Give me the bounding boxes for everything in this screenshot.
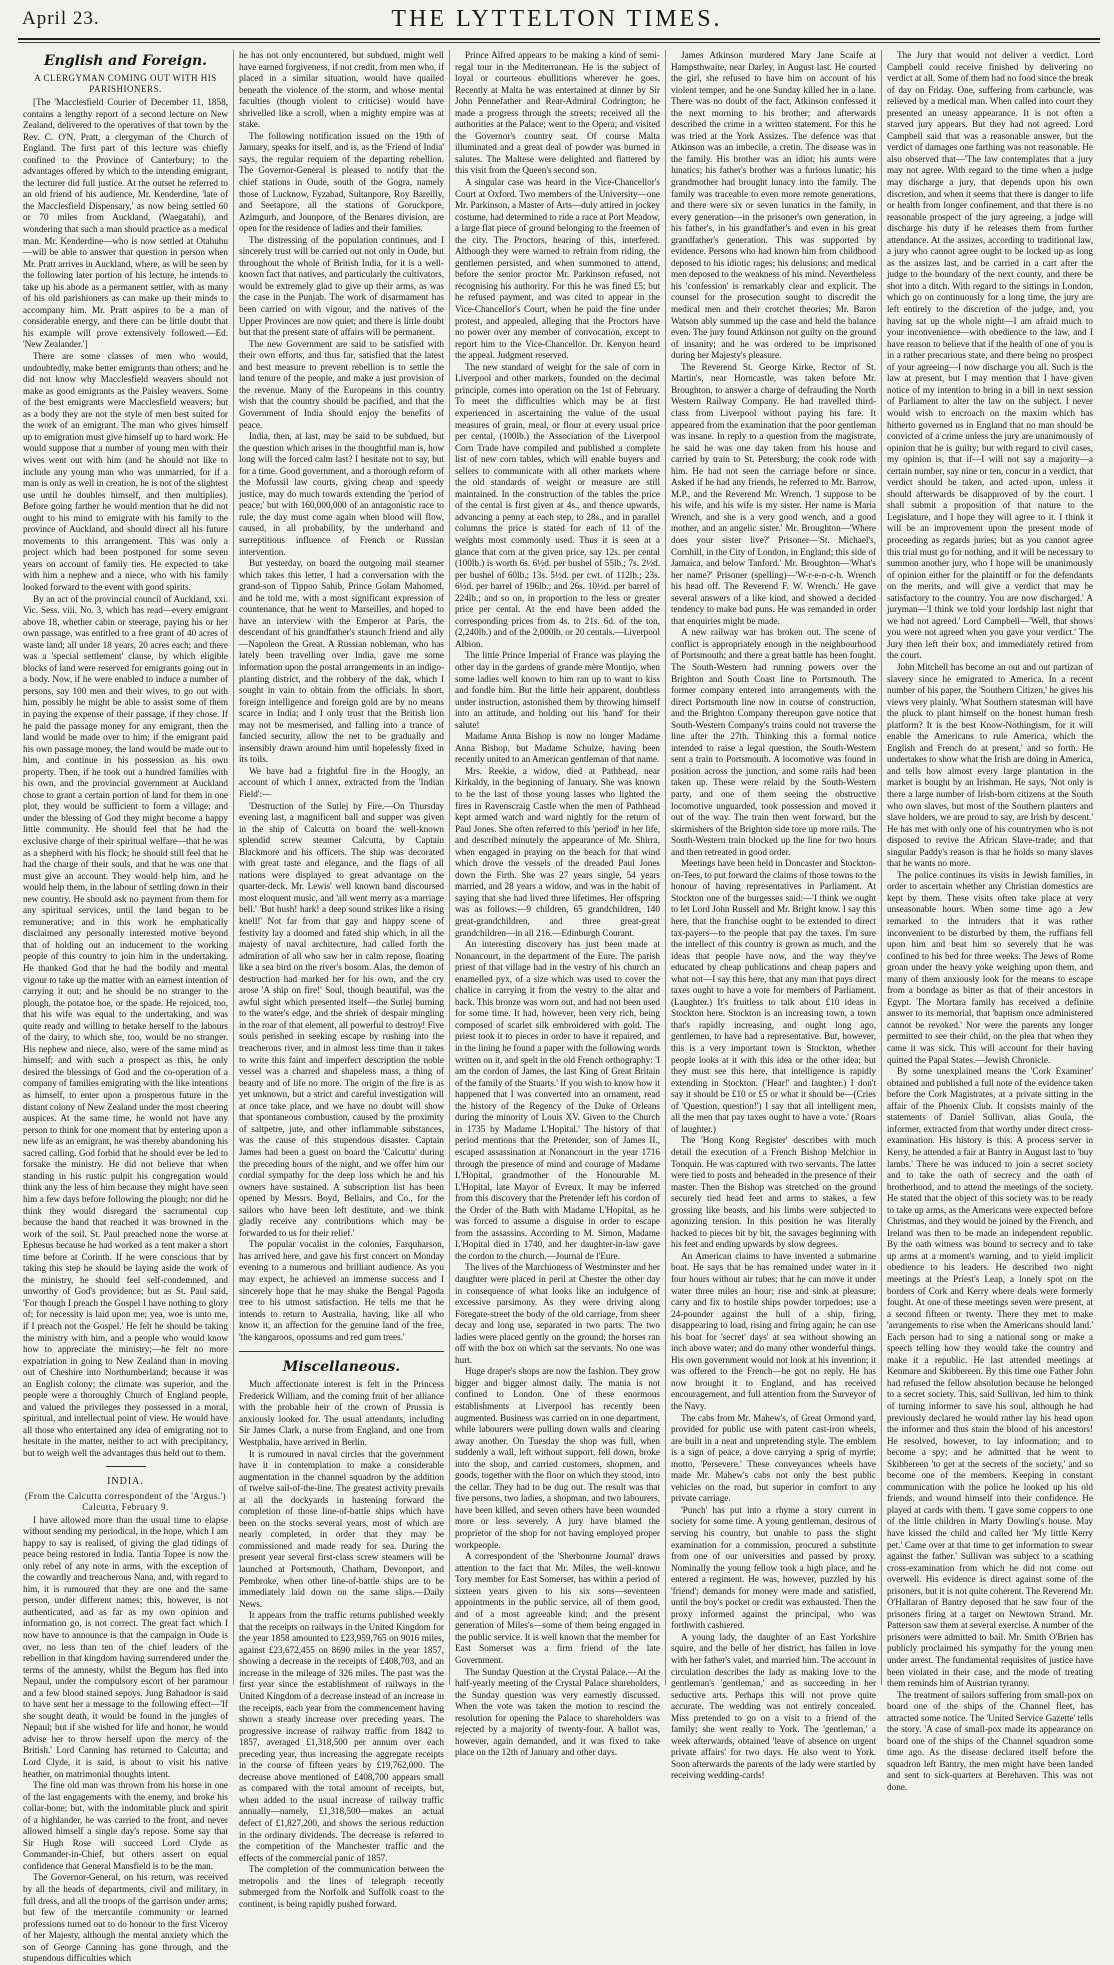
- article-paragraph: Prince Alfred appears to be making a kind of semi-regal tour in the Mediterranean. He is the subject of loyal or courteous ebullitions wherever he goes. Recently at Malta he was entertained at dinner by Sir John Pennefather and Rear-Admiral Codrington; he made a progress through the streets; received all the authorities at the Palace; went to the Opera; and visited the Governor's country seat. Of course Malta illuminated and a great deal of powder was burned in salutes. The Maltese were delighted and flattered by this visit from the Queen's second son.: [455, 50, 660, 176]
- column-4: [666, 50, 882, 1781]
- article-paragraph: An American claims to have invented a submarine boat. He says that he has remained under water in it four hours without air tubes; that he can move it under water three miles an hour; rise and sink at pleasure; carry and fix to hostile ships powder torpedoes; use a 24-pounder against the hull of a ship, firing, disappearing to load, rising and firing again; he can use his boat for 'secret' days' at sea without showing an inch above water; and do many other wonderful things. His own government would not look at his invention; it was offered to the French—he got no reply. He has now brought it to England, and has received encouragement, and full attention from the Surveyor of the Navy.: [671, 1250, 876, 1411]
- article-paragraph: The cabs from Mr. Mahew's, of Great Ormond yard, provided for public use with patent cast-iron wheels, are built in a neat and unpretending style. The emblem is a sign of peace, a dove carrying a sprig of myrtle; motto, 'Persevere.' These conveyances wheels have made Mr. Mahew's cabs not only the best public vehicles on the road, but superior in comfort to any private carriage.: [671, 1412, 876, 1504]
- article-paragraph: Much affectionate interest is felt in the Princess Frederick William, and the coming fruit of her alliance with the probable heir of the crown of Prussia is anxiously looked for. The usual attendants, including Sir James Clark, a nurse from England, and one from Westphalia, have arrived in Berlin.: [239, 1379, 444, 1447]
- article-paragraph: The police continues its visits in Jewish families, in order to ascertain whether any Christian domestics are kept by them. These visits often take place at very unseasonable hours. When some time ago a Jew remarked to the intruders that it was rather inconvenient to be disturbed by them, the ruffians fell upon him and beat him so severely that he was confined to his bed for three weeks. The Jews of Rome groan under the heavy yoke weighing upon them, and many of them anxiously look for the means to escape from a bondage as bitter as that of their ancestors in Egypt. The Mortara family has received a definite answer to its memorial, that 'baptism once administered cannot be revoked.' Nor were the parents any longer permitted to see their child, on the plea that when they came it was sick. This will account for their having quitted the Papal States.—Jewish Chronicle.: [887, 869, 1093, 1065]
- article-paragraph: Meetings have been held in Doncaster and Stockton-on-Tees, to put forward the claims of those towns to the honour of having representatives in Parliament. At Stockton one of the burgesses said:—'I think we ought to let Lord John Russell and Mr. Bright know. I say this here, that the franchise ought to be extended to direct tax-payers—to the people that pay the taxes. I'm sure the intellect of this country is grown as much, and the ideas that people have now, and the way they've educated by cheap publications and cheap papers and what not—I say this here, that any man that pays direct taxes ought to have a vote for members of Parliament. (Laughter.) It's fruitless to talk about £10 ideas in Stockton here. Stockton is an increasing town, a town that's rapidly increasing, and ought long ago, gentlemen, to have had a representative. But, however, this is a very important town is Stockton, whether people looks at it with this idea or the other idea; but they must see this here, that intelligence is rapidly extending in Stockton. ('Hear!' and laughter.) I don't say it should be £10 or £5 or what it should be—(Cries of 'Question, question!') I say that all intelligent men, all the men that pay taxes ought to have a vote.' (Roars of laughter.): [671, 858, 876, 1134]
- columns: [18, 50, 1100, 1964]
- article-paragraph: By some unexplained means the 'Cork Examiner' obtained and published a full note of the evidence taken before the Cork Magistrates, at a private sitting in the affair of the Phoenix Club. It consists mainly of the statements of Daniel Sullivan, alias Goula, the informer, extracted from that worthy under direct cross-examination. His history is this. A process server in Kerry, he attended a fair at Bantry in August last to 'buy lambs.' There he was induced to join a secret society and to take the oath of secrecy and the oath of brotherhood, and to attend the meetings of the society. He stated that the object of this society was to be ready to take up arms, as the Americans were expected before Christmas, and they would be joined by the French, and Ireland was then to be made an independent republic. By the oath witness was bound to secrecy and to take up arms at a moment's warning, and to yield implicit obedience to his leaders. He described two night meetings at the Priest's Leap, a lonely spot on the borders of Cork and Kerry where deals were formerly fought. At one of these meetings seven were present, at a second fifteen or twenty. There they met to make 'arrangements to rise when the Americans should land.' Each person had to sing a national song or make a speech telling how they would take the country and make it a republic. He last attended meetings at Kenmare and Skibbereen. By this time one Father John had refused the fellow absolution because he belonged to a secret society. This, said Sullivan, led him to think of turning informer to save his soul, although he had previously declared he would rather lay his head upon the informer and thus stain the blood of his ancestors! He resolved, however, to lay information; and to become a spy; and he admitted that he went to Skibbereen 'to get at the secrets of the society,' and so become one of the members. Keeping in constant communication with the police he looked up his old friends, and wound himself into their confidence. He played at cards with them. 'I gave some coppers to one of the little children in Marty Dowling's house. May have kissed the child and called her 'My little Kerry pet.' Came over at that time to get information to swear against the father.' Sullivan was subject to a scathing cross-examination from which he did not come out overwell. His evidence is direct against some of the prisoners, but it is not quite coherent. The Reverend Mr. O'Hallaran of Bantry deposed that he saw four of the prisoners firing at a target on Newtown Strand. Mr. Patterson saw them at several exercise. A number of the prisoners were admitted to bail. Mr. Smith O'Brien has publicly proclaimed his sympathy for the young men under arrest. The fundamental requisites of justice have been violated in their case, and the mode of treating them reminds him of Austrian tyranny.: [887, 1066, 1093, 1689]
- issue-date: April 23.: [22, 8, 100, 29]
- article-paragraph: It is rumoured in naval circles that the government have it in contemplation to make a considerable augmentation in the channel squadron by the addition of twelve sail-of-the-line. The greatest activity prevails at all the dockyards in hastening forward the completion of those line-of-battle ships which have been on the stocks several years, most of which are nearly completed, in order that they may be commissioned and made ready for sea. During the present year several first-class screw steamers will be launched at Portsmouth, Chatham, Devonport, and Pembroke, when other line-of-battle ships are to be immediately laid down on the same slips.—Daily News.: [239, 1448, 444, 1609]
- newspaper-title: THE LYTTELTON TIMES.: [391, 6, 723, 32]
- masthead-rule-thin: [18, 42, 1100, 43]
- article-paragraph: Huge draper's shops are now the fashion. They grow bigger and bigger almost daily. The mania is not confined to London. One of these enormous establishments at Liverpool has recently been augmented. Business was carried on in one department, while labourers were pulling down walls and clearing away another. On Tuesday the shop was full, when suddenly a wall, left without support, fell down, broke into the shop, and carried customers, shopmen, and goods, together with the floor on which they stood, into the cellar. They had to be dug out. The result was that five persons, two ladies, a shopman, and two labourers, have been killed, and seven others have been wounded more or less severely. A jury have blamed the proprietor of the shop for not having employed proper workpeople.: [455, 1366, 660, 1550]
- column-2: [234, 50, 450, 1909]
- article-headline-india: INDIA.: [107, 1475, 144, 1487]
- article-paragraph: The Jury that would not deliver a verdict. Lord Campbell could receive finished by delivering no verdict at all. Some of them had no food since the break of day on Friday. One, suffering from carbuncle, was relieved by a medical man. When called into court they presented an uneasy appearance. It is not often a starved jury appears. But they had not agreed. Lord Campbell said that was a reasonable answer, but the verdict of damages one farthing was not reasonable. He also observed that—'The law contemplates that a jury may not agree. With regard to the time when a judge may discharge a jury, that depends upon his own discretion, and when it seems that there is danger to life or health from longer confinement, and that there is no reasonable prospect of the jury agreeing, a judge will discharge his duty if he releases them from further attendance. At the assizes, according to traditional law, a jury who cannot agree ought to be locked up as long as the assizes last, and be carried in a cart after the judge to the boundary of the next county, and there be shot into a ditch. With regard to the sittings in London, which go on continuously for a long time, the jury are left entirely to the discretion of the judge, and, you having sat up the whole night—I am afraid much to your inconvenience—with obedience to the law, and I have reason to believe that if the health of one of you is in a rather precarious state, and there being no prospect of your agreeing—I now discharge you all. Such is the law at present, but I may mention that I have given notice of my intention to bring in a bill in next session of Parliament to alter the law on the subject. I never would wish to encroach on the maxim which has hitherto governed us in England that no man should be convicted of a crime unless the jury are unanimously of opinion that he is guilty; but with regard to civil cases, my opinion is, that if—I will not say a majority—a certain number, say nine or ten, concur in a verdict, that verdict should be taken, and acted upon, unless it should afterwards be disapproved of by the court. I shall submit a proposition of that nature to the Legislature, and I hope they will agree to it. I think it will be an improvement upon the present mode of proceeding as regards juries; but as you cannot agree this trial must go for nothing, and it will be necessary to summon another jury, who I hope will be unanimously of opinion either for the plaintiff or for the defendants on the merits, and will give a verdict that may be satisfactory to the country. You are now discharged.' A juryman—'I think we told your lordship last night that we had not agreed.' Lord Campbell—'Well, that shows you were not agreed when you gave your verdict.' The Jury then left their box, and immediately retired from the court.: [887, 50, 1093, 661]
- article-paragraph: The lives of the Marchioness of Westminster and her daughter were placed in peril at Chester the other day in consequence of what looks like an indulgence of excessive parsimony. As they were driving along Foregate-street the body of the old carriage, from sheer decay and long use, separated in two parts. The two ladies were placed gently on the ground; the horses ran off with the box on which sat the servants. No one was hurt.: [455, 1262, 660, 1365]
- article-paragraph: The Reverend St. George Kirke, Rector of St. Martin's, near Horncastle, was taken before Mr. Broughton, to answer a charge of defrauding the North Western Railway Company. He had travelled third-class from Liverpool without paying his fare. It appeared from the examination that the poor gentleman was insane. In reply to a question from the magistrate, he said he was one day taken from his house and carried by train to St. Petersburg; the cook rode with him. He had not seen the carriage before or since. Asked if he had any friends, he referred to Mr. Barrow, M.P., and the Reverend Mr. Wrench. 'I suppose to be his wife, and his wife is my sister. Her name is Maria Wrench, and she is a very good wench, and a good mother, and an angelic sister.' Mr. Broughton—'Where does your sister live?' Prisoner—'St. Michael's, Cornhill, in the City of London, in England; this side of Jamaica, and below Tanford.' Mr. Broughton—'What's her name?' Prisoner (spelling)—'W-r-e-n-c-h. Wrench his head off. The Reverend F. W. Wrench.' He gave several answers of a like kind, and showed a decided tendency to make bad puns. He was remanded in order that enquiries might be made.: [671, 361, 876, 626]
- article-paragraph: James Atkinson murdered Mary Jane Scaife at Hampsthwaite, near Darley, in August last. He courted the girl, she refused to have him on account of his violent temper, and he one Sunday killed her in a lane. There was no doubt of the fact, Atkinson confessed it the next morning to his brother; and afterwards described the crime in a written statement. For this he was tried at the York Assizes. The defence was that Atkinson was an imbecile, a cretin. The disease was in the family. His brother was an idiot; his aunts were lunatics; his father's brother was a furious lunatic; his grandmother had brought lunacy into the family. The family was traceable to even more remote generations, and there were six or seven lunatics in the family, in every generation—in the prisoner's own generation, in his father's, in his grandfather's and even in his great grandfather's generation. This was supported by evidence. Persons who had known him from childhood deposed to his idiotic rages; his delusions; and medical men deposed to the weakness of his mind. Nevertheless his 'confession' is remarkably clear and explicit. The counsel for the prosecution sought to discredit the medical men and their crotchet theories; Mr. Baron Watson ably summed up the case and held the balance even. The jury found Atkinson not guilty on the ground of insanity; and he was ordered to be imprisoned during her Majesty's pleasure.: [671, 50, 876, 361]
- article-paragraph: A correspondent of the 'Sherbourne Journal' draws attention to the fact that Mr. Miles, the well-known Tory member for East Somerset, has within a period of sixteen years given to his six sons—seventeen appointments in the public service, all of them good, and of a most agreeable kind; and the present generation of Miles's—some of them being engaged in the public service. It is well known that the member for East Somerset was a firm friend of the late Government.: [455, 1551, 660, 1666]
- article-paragraph: The popular vocalist in the colonies, Farquharson, has arrived here, and gave his first concert on Monday evening to a numerous and brilliant audience. As you may expect, he achieved an immense success and I sincerely hope that he may shake the Bengal Pagoda tree to his utmost satisfaction. He tells me that he intends to return to Australia, having, like all who know it, an affection for the genuine land of the free, 'the kangaroos, opossums and red gum trees.': [239, 1239, 444, 1342]
- article-paragraph: 'Punch' has put into a rhyme a story current in society for some time. A young gentleman, desirous of serving his country, but unable to pass the slight examination for a commission, procured a substitute from one of our universities and passed by proxy. Nominally the young fellow took a high place, and he entered a regiment. He was, however, puzzled by his 'friend'; demands for money were made and satisfied, until the boy's pocket or credit was exhausted. Then the proxy informed against the principal, who was forthwith cashiered.: [671, 1504, 876, 1631]
- article-paragraph: The following notification issued on the 19th of January, speaks for itself, and is, as the 'Friend of India' says, the regular requiem of the departing rebellion. The Governor-General is pleased to notify that the chief stations in Oude, south of the Gogra, namely those of Lucknow, Fyzabad, Sultanpore, Roy Bareilly, and Seetapore, all the stations of Goruckpore, Azimgurh, and Jounpore, of the Benares division, are open for the residence of ladies and their families.: [239, 130, 444, 234]
- article-paragraph: The new Government are said to be satisfied with their own efforts, and thus far, satisfied that the latest and best measure to prevent rebellion is to settle the land tenure of the people, and make a just provision of the revenue. Many of the Europeans in this country wish that the country should be pacified, and that the Government of India should enjoy the benefits of peace.: [239, 338, 444, 430]
- section-heading-miscellaneous: Miscellaneous.: [282, 1359, 401, 1376]
- article-dateline: (From the Calcutta correspondent of the 'Argus.') Calcutta, February 9.: [24, 1490, 227, 1512]
- article-headline: A CLERGYMAN COMING OUT WITH HIS PARISHIONERS.: [34, 73, 217, 94]
- article-paragraph: The distressing of the population continues, and I sincerely trust will be carried out not only in Oude, but throughout the whole of British India, for it is a well-known fact that natives, and particularly the cultivators, would be extremely glad to give up their arms, as was the case in the Punjab. The work of disarmament has been carried on with vigour, and the natives of the Upper Provinces are now quiet; and there is little doubt but that the present state of affairs will be permanent.: [239, 234, 444, 338]
- article-paragraph: The 'Hong Kong Register' describes with much detail the execution of a French Bishop Melchior in Tonquin. He was captured with two servants. The latter were tied to posts and beheaded in the presence of their master. Then the Bishop was stretched on the ground securely tied head feet and arms to stakes, a few grossing like beasts, and his limbs were subjected to agonizing tension. In this position he was literally hacked to pieces bit by bit, the savages beginning with his feet and ending upwards by slow degrees.: [671, 1135, 876, 1250]
- article-paragraph: he has not only encountered, but subdued, might well have earned forgiveness, if not credit, from men who, if placed in a similar situation, would have quailed beneath the violence of the storm, and whose mental faculties (though violent to criticise) would have shrivelled like a scroll, when a mighty empire was at stake.: [239, 50, 444, 130]
- article-paragraph: An interesting discovery has just been made at Nonancourt, in the department of the Eure. The parish priest of that village had in the vestry of his church an enamelled pyx, of a size which was used to cover the chalice in carrying it from the vestry to the altar and back. This bronze was worn out, and had not been used for some time. It had, however, been very rich, being composed of scarlet silk embroidered with gold. The priest took it to pieces in order to have it repaired, and in the lining he found a paper with the following words written on it, and spelt in the old French orthography: 'I am the cordon of James, the last King of Great Britain of the family of the Stuarts.' If you wish to know how it happened that I was converted into an ornament, read the history of the Regency of the Duke of Orleans during the minority of Louis XV. Given to the Church in 1735 by Madame L'Hopital.' The history of that period mentions that the Pretender, son of James II., escaped assassination at Nonancourt in the year 1716 through the presence of mind and courage of Madame L'Hopital, grandmother of the Honourable M. L'Hopital, late Mayor of Evreux. It may be inferred from this discovery that the Pretender left his cordon of the Order of the Bath with Madame L'Hopital, as he was forced to assume a disguise in order to escape from the assassins. According to M. Simon, Madame L'Hopital died in 1740, and her daughter-in-law gave the cordon to the church.—Journal de l'Eure.: [455, 939, 660, 1261]
- article-paragraph: The treatment of sailors suffering from small-pox on board one of the ships of the Channel fleet, has attracted some notice. The 'United Service Gazette' tells the story. 'A case of small-pox made its appearance on board one of the ships of the Channel squadron some time ago. As the disease declared itself before the squadron left Bantry, the men might have been landed and sent to sick-quarters at Berehaven. This was not done.: [887, 1689, 1093, 1793]
- section-heading-english-foreign: English and Foreign.: [43, 53, 208, 69]
- column-1: [18, 50, 234, 1964]
- article-paragraph: I have allowed more than the usual time to elapse without sending my periodical, in the hope, which I am happy to say is realised, of giving the glad tidings of peace being restored in India. Tantia Topee is now the only rebel of any note in arms, with the exception of the cowardly and treacherous Nana, and, with regard to him, it is rumoured that they are one and the same person, under different names; this, however, is not authenticated, and as far as my own opinion and information go, is not correct. The great fact which I now have to announce is that the campaign in Oude is over, no less than ten of the chief leaders of the rebellion in that kingdom having surrendered under the terms of the amnesty, whilst the Begum has fled into Nepaul, under the compulsory escort of her paramour and a few blood stained sepoys. Jung Bahadoor is said to have sent her a message to the following effect—'If she sought death, it would be found in the jungles of Nepaul; but if she wished for life and honor, he would advise her to throw herself upon the mercy of the British.' Lord Canning has returned to Calcutta; and Lord Clyde, it is said, is about to visit his native heather, on matrimonial thoughts intent.: [23, 1514, 228, 1779]
- divider: [106, 1466, 146, 1467]
- article-paragraph: John Mitchell has become an out and out partizan of slavery since he emigrated to America. In a recent number of his paper, the 'Southern Citizen,' he gives his views very plainly. 'What Southern statesman will have the pluck to plant himself on the honest human fresh platform? It is the best Know-Nothingism, for it will enable the Americans to rule America, which the English and French do at present,' and so forth. He undertakes to show what the Irish are doing in America, and tells how almost every large plantation in the market is bought by an Irishman. He says, 'Not only is there a large number of Irish-born citizens at the South who own slaves, but most of the Southern planters and slave holders, we are proud to say, are Irish by descent.' He has met with only one of his countrymen who is not disposed to revive the African Slave-trade; and that singular Paddy's reason is that he holds so many slaves that he wants no more.: [887, 661, 1093, 869]
- article-paragraph: There are some classes of men who would, undoubtedly, make better emigrants than others; and he did not know why Macclesfield weavers should not make as good emigrants as the Paisley weavers. Some of the best emigrants were Macclesfield weavers; but as a body they are not the style of men best suited for the work of an emigrant. The man who gives himself up to emigration must give himself up to hard work. He would suppose that a number of young men with their wives went out with him (and he should not like to include any young man who was unmarried, for if a man is only as well in creation, he is not of the slightest use until he doubles himself, and then multiplies). Before going farther he would mention that he did not ought to his mind to emigrate with his family to the province of Auckland, and should direct all his future movements to this arrangement. This was only a project which had been postponed for some seven years on account of family ties. He expected to take with him a nephew and a niece, who with his family looked forward to the event with good spirits.: [23, 351, 228, 592]
- article-paragraph: The completion of the communication between the metropolis and the lines of telegraph recently submerged from the Norfolk and Suffolk coast to the continent, is being rapidly pushed forward.: [239, 1864, 444, 1909]
- article-paragraph: But yesterday, on board the outgoing mail steamer which takes this letter, I had a conversation with the grand-son of Tippoo Sahib, Prince Golam Mahomed, and he told me, with a most significant expression of countenance, that he went to Marseilles, and hoped to have an interview with the Emperor at Paris, the descendant of his grandfather's staunch friend and ally—Napoleon the Great. A Russian nobleman, who has lately been travelling over India, gave me some information upon the postal arrangements in an indigo-planting district, and the robbery of the dak, which I sought in vain to obtain from the officials. In short, foreign intelligence and foreign gold are by no means scarce in India; and I only trust that the British lion may not be mesmerised, and falling into a trance of fancied security, allow the net to be gradually and insensibly drawn around him until hopelessly fixed in its toils.: [239, 558, 444, 765]
- article-paragraph: [The 'Macclesfield Courier of December 11, 1858, contains a lengthy report of a second lecture on New Zealand, delivered to the operatives of that town by the Rev. C. O'N. Pratt, a clergyman of the Church of England. The first part of this lecture was chiefly confined to the Province of Canterbury; to the advantages offered by which to the intending emigrant, the lecturer did full justice. At the outset he referred to an old friend of his audience, Mr. Kenderdine, 'late of the Macclesfield Dispensary,' as now being settled 60 or 70 miles from Auckland, (Waegatahi), and wondering that such a man should practice as a medical man. Mr. Kenderdine—who is now settled at Otahuhu—will be able to answer that question in person when Mr. Pratt arrives in Auckland, where, as will be seen by the following later portion of his lecture, he intends to take up his abode as a permanent settler, with as many of his old parishioners as can make up their minds to accompany him. Mr. Pratt aspires to be a man of considerable energy, and there can be little doubt that his example will prove extensively followed.—Ed. 'New Zealander.']: [23, 97, 228, 350]
- column-5: [882, 50, 1098, 1793]
- article-paragraph: The fine old man was thrown from his horse in one of the last engagements with the enemy, and broke his collar-bone; but, with the indomitable pluck and spirit of a highlander, he was carried to the front, and never allowed himself a single day's repose. Some say that Sir Hugh Rose will succeed Lord Clyde as Commander-in-Chief, but others assert on equal confidence that General Mansfield is to be the man.: [23, 1780, 228, 1871]
- article-paragraph: The new standard of weight for the sale of corn in Liverpool and other markets, founded on the decimal principle, comes into operation on the 1st of February. To meet the difficulties which may be at first experienced in ascertaining the value of the usual measures of grain, meal, or flour at every usual price per cental, (100lb.) the Association of the Liverpool Corn Trade have compiled and published a complete list of new corn tables, which will enable buyers and sellers to communicate with all other markets where the old standards of weight or measure are still maintained. In the construction of the tables the price of the cental is first given at 4s., and thence upwards, advancing a penny at each step, to 28s., and in parallel columns the price is stated for each of 11 of the weights most commonly used. Thus it is seen at a glance that corn at the given price, say 12s. per cental (100lb.) is worth 6s. 6½d. per bushel of 55lb.; 7s. 2½d. per bushel of 60lb.; 13s. 5½d. per cwt. of 112lb.; 23s. 6½d. per barrel of 196lb.; and 26s. 10½d. per barrel of 224lb.; and so on, in proportion to the less or greater price per cental. At the end have been added the corresponding prices from 4s. to 21s. 6d. of the ton, (2,240lb.) and of the 2,000lb. or 20 centals.—Liverpool Albion.: [455, 361, 660, 649]
- article-paragraph: It appears from the traffic returns published weekly that the receipts on railways in the United Kingdom for the year 1858 amounted to £23,959,765 on 9016 miles, against £23,672,455 on 8690 miles in the year 1857, showing a decrease in the receipts of £408,703, and an increase in the mileage of 326 miles. The past was the first year since the establishment of railways in the United Kingdom of a decrease instead of an increase in the receipts, each year from the commencement having shown a steady increase over preceding years. The progressive increase of railway traffic from 1842 to 1857, averaged £1,318,500 per annum over each preceding year, thus increasing the aggregate receipts in the course of fifteen years by £19,762,000. The decrease above mentioned of £408,700 appears small as compared with the total amount of receipts, but, when added to the usual increase of railway traffic annually—namely, £1,318,500—makes an actual defect of £1,827,200, and shows the serious reduction in the ordinary dividends. The decrease is referred to the competition of the Manchester traffic and the effects of the commercial panic of 1857.: [239, 1610, 444, 1863]
- divider: [239, 1351, 444, 1352]
- article-paragraph: India, then, at last, may be said to be subdued, but the question which arises in the thoughtful man is, how long will the forced calm last? I hesitate not to say, but for a time. Good government, and a thorough reform of the Mofussil law courts, giving cheap and speedy justice, may do much towards extending the 'period of peace;' but with 160,000,000 of an antagonistic race to rule, the day must come again when blood will flow, caused, in all probability, by the underhand and surreptitious influence of French or Russian intervention.: [239, 431, 444, 557]
- article-paragraph: Madame Anna Bishop is now no longer Madame Anna Bishop, but Madame Schulze, having been recently united to an American gentleman of that name.: [455, 731, 660, 765]
- article-paragraph: A young lady, the daughter of an East Yorkshire squire, and the belle of her district, has fallen in love with her father's valet, and married him. The account in circulation describes the lady as making love to the gentleman's 'gentleman,' and as succeeding in her seductive arts. Perhaps this will not prove quite accurate. The wedding was not entirely concealed. Miss pretended to go on a visit to a friend of the family; she went really to York. The 'gentleman,' a week afterwards, obtained 'leave of absence on urgent private affairs' for two days. He also went to York. Soon afterwards the parents of the lady were startled by receiving wedding-cards!: [671, 1631, 876, 1781]
- column-3: [450, 50, 666, 1758]
- article-paragraph: We have had a frightful fire in the Hoogly, an account of which I annex, extracted from the 'Indian Field':—: [239, 765, 444, 799]
- article-paragraph: The Sunday Question at the Crystal Palace.—At the half-yearly meeting of the Crystal Palace shareholders, the Sunday question was very earnestly discussed. When the vote was taken the motion to rescind the resolution for opening the Palace to shareholders was rejected by a majority of twenty-four. A ballot was, however, again demanded, and it was fixed to take place on the 12th of January and other days.: [455, 1666, 660, 1758]
- masthead: [0, 0, 1114, 46]
- article-paragraph: Mrs. Reekie, a widow, died at Pathhead, near Kirkaldy, in the beginning of January. She was known to be the last of those young lasses who lighted the fires in Ravenscraig Castle when the men of Pathhead kept armed watch and ward nightly for the return of Paul Jones. She often referred to this 'period' in her life, and described minutely the appearance of Mr. Shirra, when engaged in praying on the beach for that wind which drove the vessels of the dreaded Paul Jones down the Firth. She was 27 years single, 54 years married, and 28 years a widow, and was in the habit of saying that she had lived three lifetimes. Her offspring was as follows:—9 children, 65 grandchildren, 140 great-grandchildren, and three great-great grandchildren—in all 216.—Edinburgh Courant.: [455, 765, 660, 938]
- masthead-rule: [18, 38, 1100, 40]
- article-paragraph: The little Prince Imperial of France was playing the other day in the gardens of grande mère Montijo, when some ladies well known to him ran up to want to kiss and fondle him. But the little heir apparent, doubtless under instruction, astonished them by throwing himself into an attitude, and holding out his 'hand' for their salute!: [455, 650, 660, 730]
- article-paragraph: 'Destruction of the Sutlej by Fire.—On Thursday evening last, a magnificent ball and supper was given in the ship of Calcutta on board the well-known splendid screw steamer Calcutta, by Captain Blackmore and his officers. The ship was decorated with great taste and elegance, and the flags of all nations were displayed to great advantage on the quarter-deck. Mr. Lewis' well known band discoursed most eloquent music, and 'all went merry as a marriage bell.' 'But hush! hark! a deep sound strikes like a rising knell!' Not far from that gay and happy scene of festivity lay a doomed and fated ship which, in all the majesty of naval architecture, had called forth the admiration of all who saw her in calm repose, floating like a sea bird on the river's bosom. Alas, the demon of destruction had marked her for his own, and the cry arose 'A ship on fire!' Soul, though beautiful, was the awful sight which presented itself—the Sutlej burning to the water's edge, and the shriek of despair mingling in the roar of that element, all powerful to destroy! Five souls perished in seeking escape by rushing into the treacherous river, and in almost less time than it takes to write this faint and imperfect description the noble vessel was a charred and shapeless mass, a thing of beauty and of life no more. The origin of the fire is as yet unknown, but a strict and careful investigation will at once take place, and we have no doubt will show that spontaneous combustion, caused by the proximity of saltpetre, jute, and other inflammable substances, was the cause of this stupendous disaster. Captain James had been a guest on board the 'Calcutta' during the preceding hours of the night, and we offer him our cordial sympathy for the deep loss which he and his owners have sustained. A subscription list has been opened by Messrs. Boyd, Bellairs, and Co., for the sailors who have been left destitute, and we think gladly receive any contributions which may be forwarded to us for their relief.': [239, 800, 444, 1238]
- article-paragraph: The Governor-General, on his return, was received by all the heads of departments, civil and military, in full dress, and all the troops of the garrison under arms; but few of the mercantile community or learned professions turned out to do honour to the first Viceroy of her Majesty, although the mental anxiety which the son of George Canning has gone through, and the stupendous difficulties which: [23, 1872, 228, 1964]
- article-paragraph: A singular case was heard in the Vice-Chancellor's Court at Oxford. Two members of the University—one Mr. Parkinson, a Master of Arts—duly attired in jockey costume, had determined to ride a race at Port Meadow, a large flat piece of ground belonging to the freemen of the city. The Proctors, hearing of this, interfered. Although they were warned to refrain from riding, the gentlemen persisted, and when summoned to attend, before the senior proctor Mr. Parkinson refused, not recognising his authority. For this he was fined £5; but he refused payment, and was cited to appear in the Vice-Chancellor's Court, when he paid the fine under protest, and appealed, alleging that the Proctors have no power over any member of convocation, except to report him to the Vice-Chancellor. Dr. Kenyon heard the appeal. Judgment reserved.: [455, 177, 660, 361]
- article-paragraph: A new railway war has broken out. The scene of conflict is appropriately enough in the neighbourhood of Portsmouth; and there a great battle has been fought. The South-Western had running powers over the Brighton and South Coast line to Portsmouth. The former company entered into arrangements with the direct Portsmouth line now in course of construction, and the Brighton Company thereupon gave notice that South-Western Company's trains could not traverse the line after the 27th. Thinking this a formal notice intended to raise a legal question, the South-Western sent a train to Portsmouth. A locomotive was found in position across the junction, and some rails had been taken up. These were relaid by the South-Western party, and one of them seeing the obstructive locomotive unguarded, took possession and moved it out of the way. The train then went forward, but the skirmishers of the Brighton side tore up more rails. The South-Western train blocked up the line for two hours and then retreated in good order.: [671, 627, 876, 857]
- article-paragraph: By an act of the provincial council of Auckland, xxi. Vic. Sess. viii. No. 3, which has read—every emigrant above 18, whether cabin or steerage, paying his or her own passage, was entitled to a free grant of 40 acres of waste land; all under 18 years, 20 acres each; and there was a 'special settlement' clause, by which eligible blocks of land were reserved for emigrants going out in a body. Now, if he were enabled to induce a number of persons, say 100 men and their wives, to go out with him, possibly he might be able to assist some of them in paying the expense of their passage, if they chose. If he paid the passage money for any emigrant, then the land would be made over to him; if the emigrant paid his own passage money, the land would be made out to him, and continue in his possession as his own property. Then, if he took out a hundred families with his own, and the provincial government at Auckland chose to grant a certain portion of land for them in one plot, they would be sufficient to form a village; and under the blessing of God they might become a happy little community. He should feel that he had the exclusive charge of their spiritual welfare—that he was as a shepherd with his flock; he should still feel that he had the charge of their souls, and that he was one that must give an account. They would help him, and he would help them, in the labour of settling down in their new country. He should ask no payment from them for any spiritual services, until the land began to be remunerative; and in this work he emphatically disclaimed any personally interested motive beyond that of holding out an inducement to the working people of this country to join him in the undertaking. He thanked God that he had the bodily and mental vigour to take up the matter with an earnest intention of carrying it out; and he should be no stranger to the plough, the potatoe hoe, or the spade. He rejoiced, too, that his wife was equal to the undertaking, and was quite ready and willing to betake herself to the labours of the dairy, to which she, too, would be no stranger. His nephew and niece, also, were of the same mind as himself; and with such a prospect as this, he only desired the blessings of God and the co-operation of a company of families emigrating with the like intentions as himself, to enter upon a prosperous future in the distant colony of New Zealand under the most cheering auspices. At the same time, he would not have any person to think for one moment that by entering upon a new life as an emigrant, he was thereby abandoning his sacred calling. God forbid that he should ever be led to forsake the ministry. He did not believe that when standing in his rustic pulpit his congregation would think any the less of him because they might have seen him a few days before following the plough; nor did he think they would disregard the sacramental cup because the hand that reached it was browned in the work of the soil. St. Paul preached none the worse at Ephesus because he had worked as a tent maker a short time before at Corinth. If he were conscious that by taking this step he should be laying aside the work of the ministry, he should feel self-condemned, and unworthy of God's providence; but as St. Paul said, 'For though I preach the Gospel I have nothing to glory of; for necessity is laid upon me; yea, woe is unto me, if I preach not the Gospel.' He felt he should be taking the ministry with him, and a people who would know how to appreciate the ministry;—he felt no more expatriation in going to New Zealand than in moving out of Cheshire into Northumberland; because it was an English colony; the climate was superior, and the people were a thoroughly Church of England people, and valued the privileges they possessed in a moral, spiritual, and intellectual point of view. He would have all those who entertained any idea of emigrating not to hesitate in the matter, neither to act with precipitancy, but to weigh well the advantages thus held out to them.: [23, 593, 228, 1458]
